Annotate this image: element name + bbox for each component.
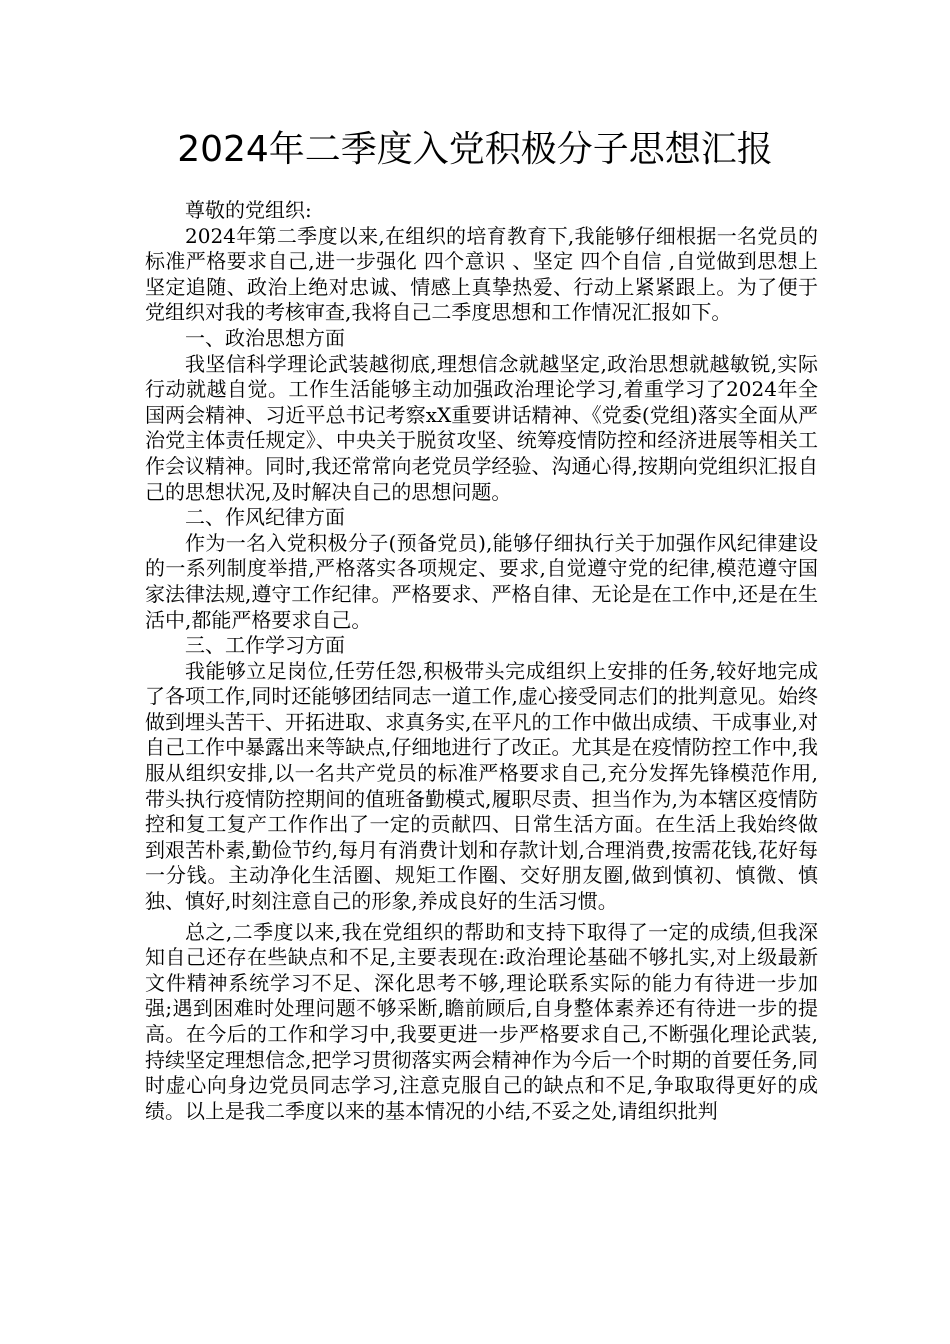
document-title: 2024年二季度入党积极分子思想汇报 bbox=[177, 129, 773, 170]
salutation: 尊敬的党组织: bbox=[185, 198, 312, 222]
intro-paragraph: 2024年第二季度以来,在组织的培育教育下,我能够仔细根据一名党员的标准严格要求自己,进一步强化 四个意识 、坚定 四个自信 ,自觉做到思想上坚定追随、政治上绝对忠诚、情感上真挚热爱、行动上紧紧跟上。为了便于党组织对我的考核审查,我将自己二季度思想和工作情况汇报如下。 bbox=[145, 223, 818, 325]
document-body bbox=[145, 198, 818, 1124]
section-paragraph-discipline: 作为一名入党积极分子(预备党员),能够仔细执行关于加强作风纪律建设的一系列制度举措,严格落实各项规定、要求,自觉遵守党的纪律,模范遵守国家法律法规,遵守工作纪律。严格要求、严格自律、无论是在工作中,还是在生活中,都能严格要求自己。 bbox=[145, 530, 818, 632]
section-heading-political: 一、政治思想方面 bbox=[185, 325, 345, 350]
section-heading-discipline: 二、作风纪律方面 bbox=[185, 505, 345, 530]
section-heading-work-study: 三、工作学习方面 bbox=[185, 633, 345, 658]
conclusion-paragraph: 总之,二季度以来,我在党组织的帮助和支持下取得了一定的成绩,但我深知自己还存在些缺点和不足,主要表现在:政治理论基础不够扎实,对上级最新文件精神系统学习不足、深化思考不够,理论联系实际的能力有待进一步加强;遇到困难时处理问题不够采断,瞻前顾后,自身整体素养还有待进一步的提高。在今后的工作和学习中,我要更进一步严格要求自己,不断强化理论武装,持续坚定理想信念,把学习贯彻落实两会精神作为今后一个时期的首要任务,同时虚心向身边党员同志学习,注意克服自己的缺点和不足,争取取得更好的成绩。以上是我二季度以来的基本情况的小结,不妥之处,请组织批判 bbox=[145, 919, 818, 1123]
section-paragraph-work-study: 我能够立足岗位,任劳任怨,积极带头完成组织上安排的任务,较好地完成了各项工作,同时还能够团结同志一道工作,虚心接受同志们的批判意见。始终做到埋头苦干、开拓进取、求真务实,在平凡的工作中做出成绩、干成事业,对自己工作中暴露出来等缺点,仔细地进行了改正。尤其是在疫情防控工作中,我服从组织安排,以一名共产党员的标准严格要求自己,充分发挥先锋模范作用,带头执行疫情防控期间的值班备勤模式,履职尽责、担当作为,为本辖区疫情防控和复工复产工作作出了一定的贡献四、日常生活方面。在生活上我始终做到艰苦朴素,勤俭节约,每月有消费计划和存款计划,合理消费,按需花钱,花好每一分钱。主动净化生活圈、规矩工作圈、交好朋友圈,做到慎初、慎微、慎独、慎好,时刻注意自己的形象,养成良好的生活习惯。 bbox=[145, 658, 818, 914]
section-paragraph-political: 我坚信科学理论武装越彻底,理想信念就越坚定,政治思想就越敏锐,实际行动就越自觉。工作生活能够主动加强政治理论学习,着重学习了2024年全国两会精神、习近平总书记考察xX重要讲话精神、《党委(党组)落实全面从严治党主体责任规定》、中央关于脱贫攻坚、统筹疫情防控和经济进展等相关工作会议精神。同时,我还常常向老党员学经验、沟通心得,按期向党组织汇报自己的思想状况,及时解决自己的思想问题。 bbox=[145, 351, 818, 504]
